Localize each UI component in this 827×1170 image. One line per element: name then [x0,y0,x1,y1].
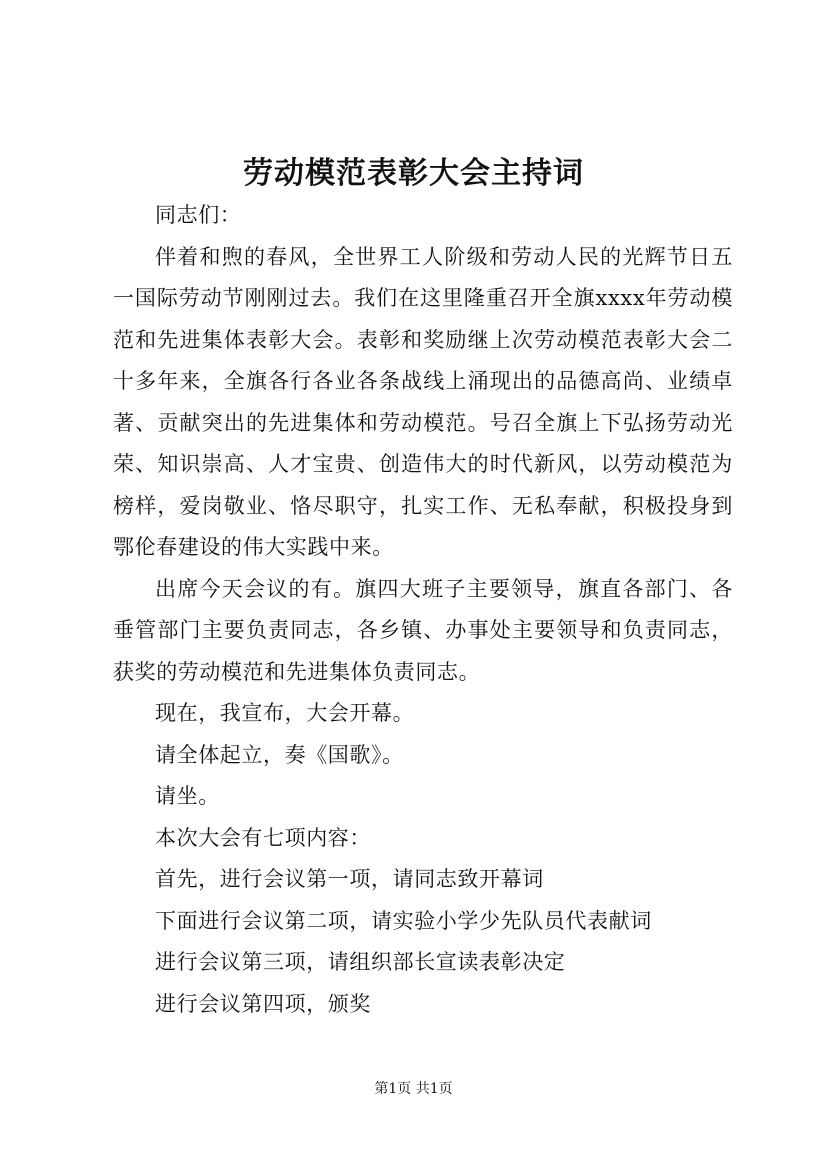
paragraph-agenda-item-4: 进行会议第四项，颁奖 [155,991,371,1016]
page-number-footer: 第1页 共1页 [374,1081,453,1097]
paragraph-agenda-item-1: 首先，进行会议第一项，请同志致开幕词 [155,867,544,891]
paragraph-attendees: 出席今天会议的有。旗四大班子主要领导，旗直各部门、各垂管部门主要负责同志，各乡镇、办事处主要领导和负责同志，获奖的劳动模范和先进集体负责同志。 [113,576,733,684]
paragraph-opening: 现在，我宣布，大会开幕。 [155,701,415,725]
paragraph-agenda-item-2: 下面进行会议第二项，请实验小学少先队员代表献词 [155,908,652,933]
paragraph-intro: 伴着和煦的春风，全世界工人阶级和劳动人民的光辉节日五一国际劳动节刚刚过去。我们在这里隆重召开全旗xxxx年劳动模范和先进集体表彰大会。表彰和奖励继上次劳动模范表彰大会二十多年来，全旗各行各业各条战线上涌现出的品德高尚、业绩卓著、贡献突出的先进集体和劳动模范。号召全旗上下弘扬劳动光荣、知识崇高、人才宝贵、创造伟大的时代新风，以劳动模范为榜样，爱岗敬业、恪尽职守，扎实工作、无私奉献，积极投身到鄂伦春建设的伟大实践中来。 [113,244,733,559]
paragraph-greeting: 同志们： [155,203,242,227]
paragraph-agenda-intro: 本次大会有七项内容： [155,825,371,850]
paragraph-sit: 请坐。 [155,784,220,808]
paragraph-agenda-item-3: 进行会议第三项，请组织部长宣读表彰决定 [155,950,566,974]
paragraph-anthem: 请全体起立，奏《国歌》。 [155,742,404,767]
document-title: 劳动模范表彰大会主持词 [243,156,584,191]
document-body [113,195,733,1025]
